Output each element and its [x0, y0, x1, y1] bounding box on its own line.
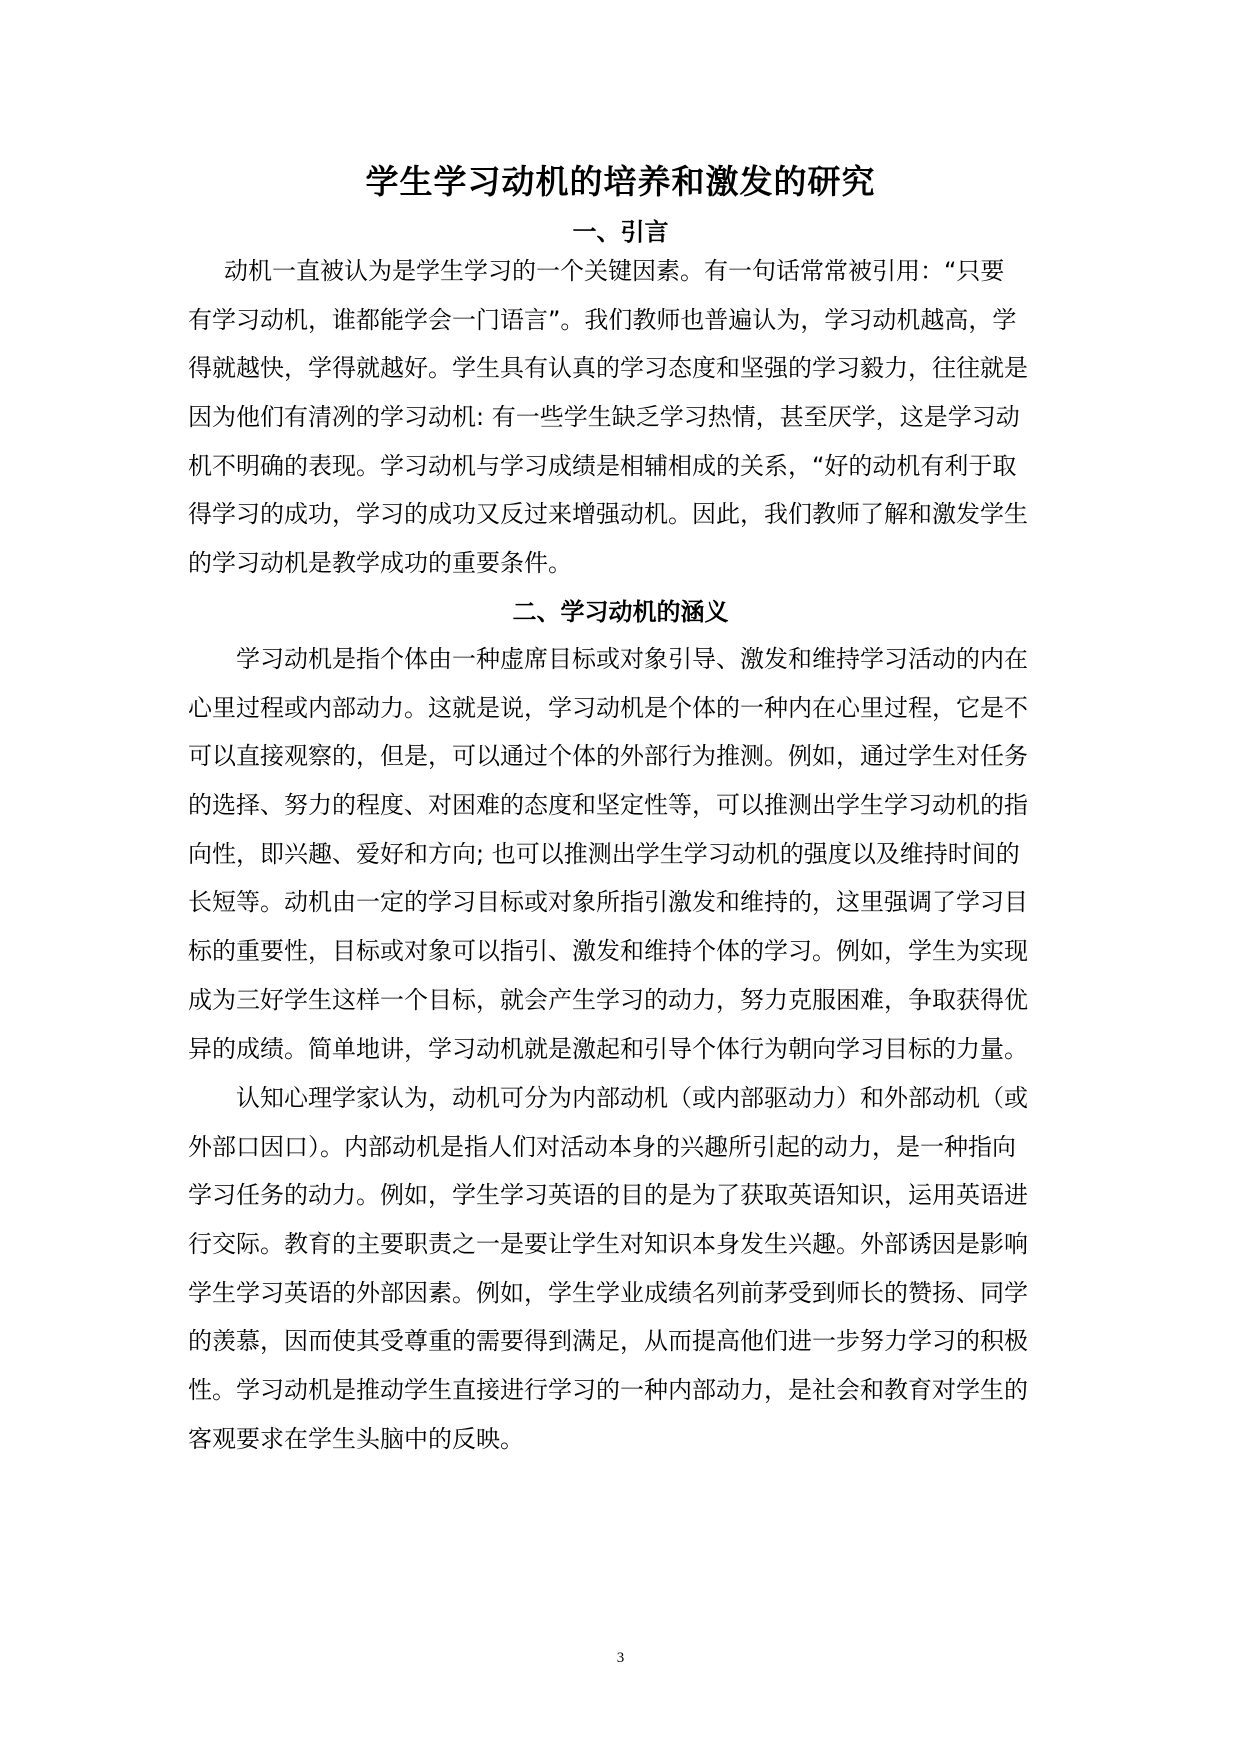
paragraph-line: 标的重要性，目标或对象可以指引、激发和维持个体的学习。例如，学生为实现: [188, 937, 1028, 966]
document-title: 学生学习动机的培养和激发的研究: [365, 162, 876, 201]
paragraph-line: 行交际。教育的主要职责之一是要让学生对知识本身发生兴趣。外部诱因是影响: [188, 1230, 1028, 1259]
paragraph-definition: [188, 635, 1058, 1073]
paragraph-introduction: [188, 247, 1058, 588]
section-heading-definition: 二、学习动机的涵义: [512, 598, 729, 626]
paragraph-line: 长短等。动机由一定的学习目标或对象所指引激发和维持的，这里强调了学习目: [188, 888, 1028, 917]
section-heading-introduction: 一、引言: [572, 218, 669, 246]
paragraph-line: 性。学习动机是推动学生直接进行学习的一种内部动力，是社会和教育对学生的: [188, 1376, 1028, 1405]
paragraph-line: 得就越快，学得就越好。学生具有认真的学习态度和坚强的学习毅力，往往就是: [188, 354, 1028, 383]
paragraph-line: 因为他们有清冽的学习动机: 有一些学生缺乏学习热情，甚至厌学，这是学习动: [188, 403, 1020, 432]
paragraph-line: 成为三好学生这样一个目标，就会产生学习的动力，努力克服困难，争取获得优: [188, 985, 1028, 1014]
paragraph-line: 学生学习英语的外部因素。例如，学生学业成绩名列前茅受到师长的赞扬、同学: [188, 1278, 1028, 1307]
paragraph-line: 客观要求在学生头脑中的反映。: [188, 1424, 524, 1453]
paragraph-line: 的学习动机是教学成功的重要条件。: [188, 549, 572, 578]
page-number: 3: [616, 1650, 625, 1666]
paragraph-line: 得学习的成功，学习的成功又反过来增强动机。因此，我们教师了解和激发学生: [188, 500, 1028, 529]
paragraph-line: 机不明确的表现。学习动机与学习成绩是相辅相成的关系，“好的动机有利于取: [188, 451, 1017, 480]
paragraph-line: 心里过程或内部动力。这就是说，学习动机是个体的一种内在心里过程，它是不: [188, 693, 1028, 722]
paragraph-line: 的羡慕，因而使其受尊重的需要得到满足，从而提高他们进一步努力学习的积极: [188, 1327, 1028, 1356]
paragraph-line: 异的成绩。简单地讲，学习动机就是激起和引导个体行为朝向学习目标的力量。: [188, 1034, 1028, 1063]
paragraph-line: 外部口因口）。内部动机是指人们对活动本身的兴趣所引起的动力，是一种指向: [188, 1132, 1016, 1161]
paragraph-motivation-types: [188, 1074, 1058, 1464]
paragraph-line: 可以直接观察的，但是，可以通过个体的外部行为推测。例如，通过学生对任务: [188, 742, 1028, 771]
paragraph-line: 动机一直被认为是学生学习的一个关键因素。有一句话常常被引用：“只要: [224, 257, 1005, 285]
paragraph-line: 向性，即兴趣、爱好和方向; 也可以推测出学生学习动机的强度以及维持时间的: [188, 839, 1020, 868]
paragraph-line: 认知心理学家认为，动机可分为内部动机（或内部驱动力）和外部动机（或: [236, 1084, 1028, 1112]
paragraph-line: 有学习动机，谁都能学会一门语言”。我们教师也普遍认为，学习动机越高，学: [188, 305, 1017, 334]
paragraph-line: 学习动机是指个体由一种虚席目标或对象引导、激发和维持学习活动的内在: [236, 645, 1028, 673]
paragraph-line: 的选择、努力的程度、对困难的态度和坚定性等，可以推测出学生学习动机的指: [188, 791, 1028, 820]
paragraph-line: 学习任务的动力。例如，学生学习英语的目的是为了获取英语知识，运用英语进: [188, 1181, 1028, 1210]
